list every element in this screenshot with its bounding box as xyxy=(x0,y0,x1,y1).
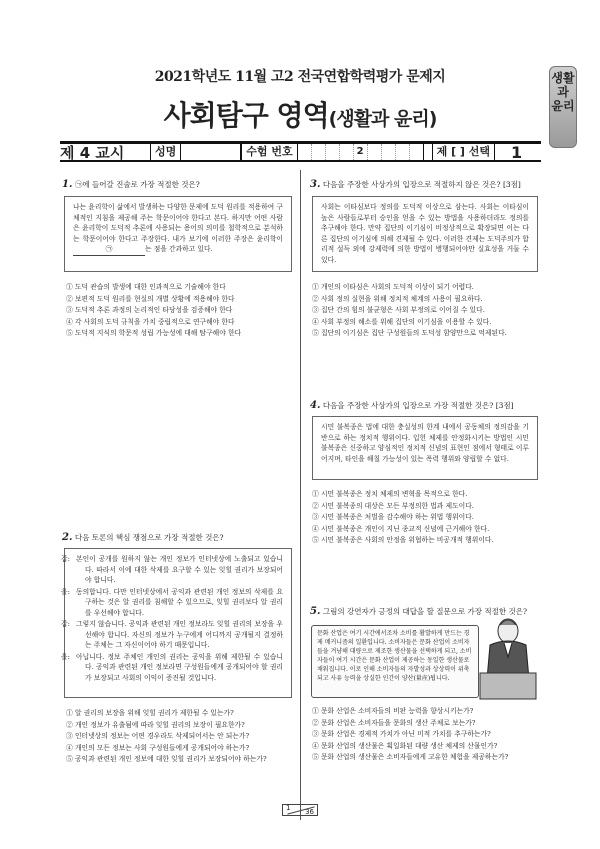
q4-choice[interactable]: ① 시민 불복종은 정치 체제의 변혁을 목적으로 한다. xyxy=(312,490,468,498)
q1-title xyxy=(62,180,292,190)
q2-dialogue xyxy=(61,548,292,698)
q3-number: 3. xyxy=(310,179,321,190)
q5-number: 5. xyxy=(310,606,321,617)
q2-choice[interactable]: ③ 인터넷상의 정보는 어떤 경우라도 삭제되어서는 안 되는가? xyxy=(66,732,250,740)
q5-choice[interactable]: ③ 문화 산업은 경제적 가치가 아닌 미적 가치를 추구하는가? xyxy=(312,730,491,738)
exam-number-field[interactable] xyxy=(298,144,424,160)
q4-choice[interactable]: ③ 시민 불복종은 처벌을 감수해야 하는 위법 행위이다. xyxy=(312,513,474,521)
q1-choice[interactable]: ③ 도덕적 추론 과정의 논리적인 타당성을 검증해야 한다 xyxy=(66,306,233,314)
q2-choice[interactable]: ② 개인 정보가 유출됨에 따라 잊힐 권리의 보장이 필요한가? xyxy=(66,720,245,729)
q5-choice[interactable]: ② 문화 산업은 소비자들을 문화의 생산 주체로 보는가? xyxy=(312,718,476,727)
dialogue-turn: 을: 아닙니다. 정보 주체인 개인의 권리는 공익을 위해 제한될 수 있습니다. 공익과 관련된 개인 정보라면 구성원들에게 공개되어야 할 권리가 보장되고 사회의 이익이 증진될 것입니다. xyxy=(61,652,283,682)
q3-choices xyxy=(312,282,544,340)
q5-choices xyxy=(312,706,544,764)
q1-prompt: ㉠에 들어갈 진술로 가장 적절한 것은? xyxy=(74,180,200,189)
q5-choice[interactable]: ④ 문화 산업의 생산물은 획일화된 대량 생산 체제의 산물인가? xyxy=(312,741,498,750)
q1-choice[interactable]: ④ 각 사회의 도덕 규칙을 가치 중립적으로 연구해야 한다 xyxy=(66,317,235,326)
page-number xyxy=(282,804,318,816)
q4-passage: 시민 불복종은 법에 대한 충실성의 한계 내에서 공동체의 정의감을 기반으로 하는 정치적 행위이다. 입헌 체제를 안정화시키는 방법인 시민 불복종은 신중하고 양심적인 정치적 신념의 표현인 점에서 형태로 이루어지며, 타인을 해칠 가능성이 있는 폭력 행위와 양립할 수 없다. xyxy=(312,416,538,480)
q2-title xyxy=(62,533,292,543)
subject-sub: (생활과 윤리) xyxy=(328,108,437,130)
q4-choice[interactable]: ④ 시민 불복종은 개인이 지닌 종교적 신념에 근거해야 한다. xyxy=(312,524,490,533)
q4-choices xyxy=(312,489,544,547)
q3-choice[interactable]: ③ 집단 간의 힘의 불균형은 사회 부정의로 이어질 수 있다. xyxy=(312,306,485,314)
q5-choice[interactable]: ⑤ 문화 산업의 생산물은 소비자들에게 고유한 체험을 제공하는가? xyxy=(312,753,509,761)
q4-prompt: 다음을 주장한 사상가의 입장으로 가장 적절한 것은? [3점] xyxy=(322,401,514,410)
column-divider xyxy=(300,170,301,820)
q4-choice[interactable]: ⑤ 시민 불복종은 사회의 안정을 위협하는 비공개적 행위이다. xyxy=(312,536,494,544)
header-bar xyxy=(60,141,541,162)
page-marker: 1 xyxy=(511,142,523,162)
q3-passage: 사회는 이타심보다 정의를 도덕적 이상으로 삼는다. 사회는 이타심이 높은 사람들로부터 승인을 얻을 수 있는 방법을 사용하더라도 정의를 추구해야 한다. 만약 집단의 이기심이 비정상적으로 확장되면 이는 다른 집단의 이기심에 의해 견제될 수 있다. 이러한 견제는 도덕주의가 합리적 설득 외에 강제력에 의한 방법이 병행되어야만 실효성을 거둘 수 있다. xyxy=(312,196,538,272)
q2-choice[interactable]: ⑤ 공익과 관련된 개인 정보에 대한 잊힐 권리가 보장되어야 하는가? xyxy=(66,755,267,763)
q1-passage: 나는 윤리학이 삶에서 발생하는 다양한 문제에 도덕 원리를 적용하여 구체적인 지침을 제공해 주는 학문이어야 한다고 본다. 하지만 어떤 사람은 윤리학이 도덕적 추론에 사용되는 용어의 의미를 철학적으로 분석하는 학문이어야 한다고 주장한다. 내가 보기에 이러한 주장은 윤리학이㉠ 는 점을 간과하고 있다. xyxy=(64,196,292,272)
q3-title xyxy=(310,180,540,190)
q4-number: 4. xyxy=(310,400,321,411)
page-total: 36 xyxy=(305,808,314,816)
q3-prompt: 다음을 주장한 사상가의 입장으로 적절하지 않은 것은? [3점] xyxy=(322,180,521,189)
q1-choices xyxy=(66,282,298,340)
name-label: 성명 xyxy=(150,144,181,160)
page-current: 1 xyxy=(286,804,291,812)
lecturer-illustration xyxy=(476,611,540,705)
q2-number: 2. xyxy=(62,532,73,543)
q2-choice[interactable]: ① 알 권리의 보장을 위해 잊힐 권리가 제한될 수 있는가? xyxy=(66,709,234,717)
choice-label: 제 [ ] 선택 xyxy=(432,144,495,160)
q5-choice[interactable]: ① 문화 산업은 소비자들의 비판 능력을 향상시키는가? xyxy=(312,707,474,715)
q3-choice[interactable]: ⑤ 집단의 이기심은 집단 구성원들의 도덕성 함양만으로 억제된다. xyxy=(312,329,507,337)
q3-choice[interactable]: ① 개인의 이타심은 사회의 도덕적 이상이 되기 어렵다. xyxy=(312,283,474,291)
q1-choice[interactable]: ② 보편적 도덕 원리를 현실의 개별 상황에 적용해야 한다 xyxy=(66,294,235,303)
q1-number: 1. xyxy=(62,179,73,190)
q1-blank: ㉠ xyxy=(73,244,145,256)
q2-choices xyxy=(66,708,298,766)
dialogue-turn: 을: 동의합니다. 다만 인터넷상에서 공익과 관련된 개인 정보의 삭제를 요구하는 것은 알 권리를 침해할 수 있으므로, 잊힐 권리보다 알 권리를 우선해야 합니다. xyxy=(61,587,283,617)
q5-prompt: 그림의 강연자가 긍정의 대답을 할 질문으로 가장 적절한 것은? xyxy=(322,607,528,616)
side-tab: 생활과 윤리 xyxy=(549,66,577,148)
subject-title xyxy=(0,94,600,134)
q1-choice[interactable]: ⑤ 도덕적 지식의 학문적 성립 가능성에 대해 탐구해야 한다 xyxy=(66,329,242,337)
q2-choice[interactable]: ④ 개인의 모든 정보는 사회 구성원들에게 공개되어야 하는가? xyxy=(66,743,250,752)
exam-title: 2021학년도 11월 고2 전국연합학력평가 문제지 xyxy=(154,69,446,85)
subject-main: 사회탐구 영역 xyxy=(163,99,329,132)
lecturer-icon xyxy=(476,611,540,701)
q4-title xyxy=(310,401,540,411)
q3-choice[interactable]: ② 사회 정의 실현을 위해 정치적 체계의 사용이 필요하다. xyxy=(312,294,483,303)
dialogue-turn: 갑: 본인이 공개를 원하지 않는 개인 정보가 인터넷상에 노출되고 있습니다. 따라서 이에 대한 삭제를 요구할 수 있는 잊힐 권리가 보장되어야 합니다. xyxy=(61,555,283,584)
q3-choice[interactable]: ④ 사회 부정의 해소를 위해 집단의 이기심을 이용할 수 있다. xyxy=(312,317,492,326)
exam-number-label: 수험 번호 xyxy=(241,144,297,160)
q2-prompt: 다음 토론의 핵심 쟁점으로 가장 적절한 것은? xyxy=(74,533,224,542)
q4-choice[interactable]: ② 시민 불복종의 대상은 모든 부정의한 법과 제도이다. xyxy=(312,501,474,510)
exam-number-digit: 2 xyxy=(354,144,368,160)
session-label: 제 4 교시 xyxy=(60,143,125,162)
q1-choice[interactable]: ① 도덕 관습의 발생에 대한 인과적으로 기술해야 한다 xyxy=(66,283,226,291)
q5-speech-bubble: 문화 산업은 여기 시간에서조차 소비를 활발하게 만드는 경제 메커니즘의 일환입니다. 소비자들은 문화 산업이 소비자들을 겨냥해 대량으로 제조한 생산물을 선택하게 되고, 소비자들이 여기 시간은 문화 산업이 제공하는 동일한 생산물로 채워집니다. 이로 인해 소비자들의 자발성과 상상력이 위축되고 사유 능력을 상실한 인간이 양산(量産)됩니다. xyxy=(311,625,479,698)
name-field[interactable] xyxy=(181,144,241,160)
dialogue-turn: 갑: 그렇지 않습니다. 공익과 관련된 개인 정보라도 잊힐 권리의 보장을 우선해야 합니다. 자신의 정보가 누구에게 어디까지 공개될지 결정하는 주체는 그 자신이어야 하기 때문입니다. xyxy=(61,620,283,649)
